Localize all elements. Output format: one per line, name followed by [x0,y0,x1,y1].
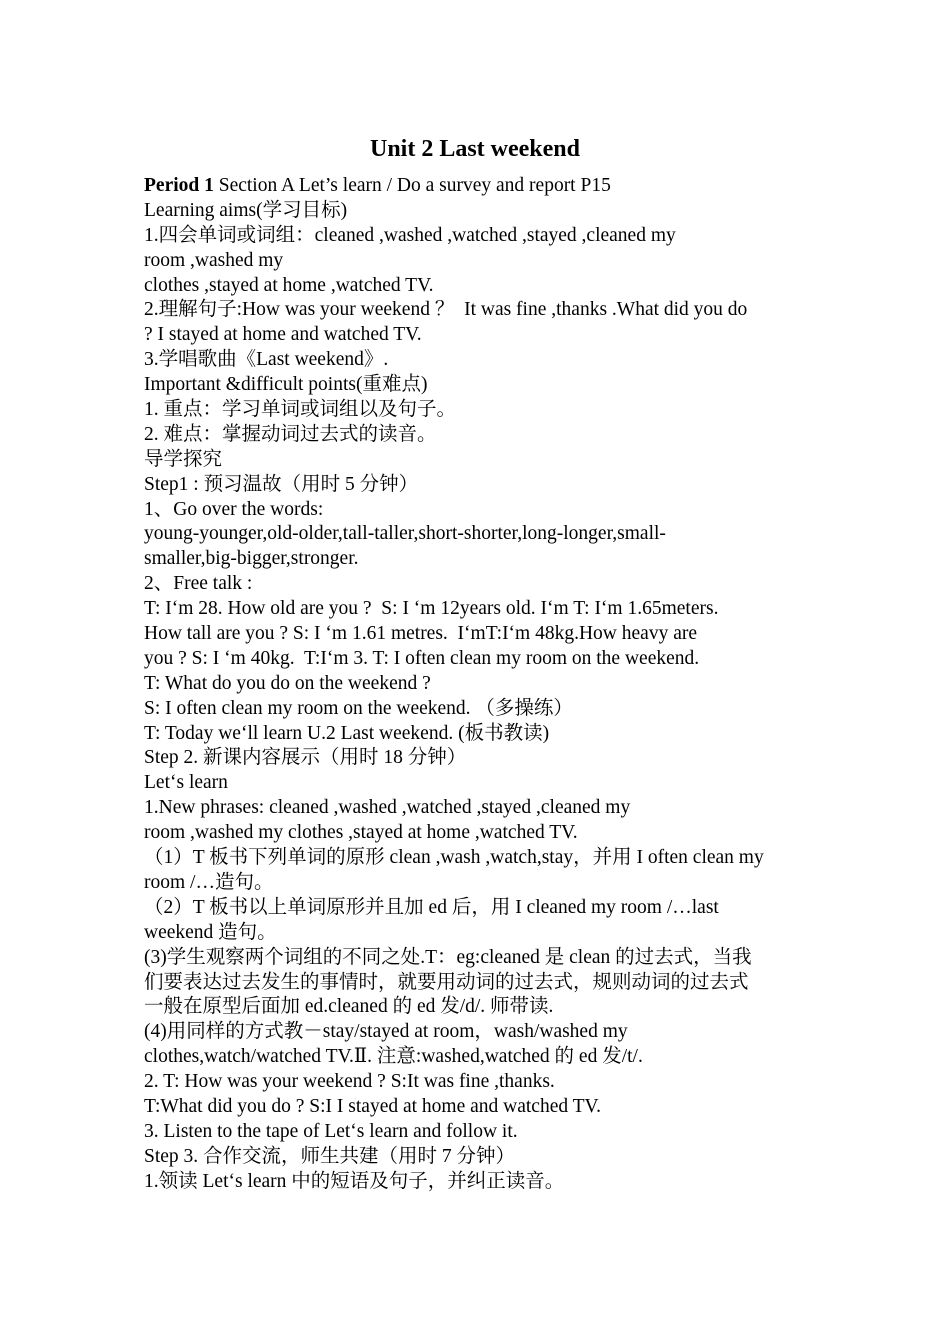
text-line: T: I‘m 28. How old are you ? S: I ‘m 12years old. I‘m T: I‘m 1.65meters. [144,598,719,620]
text-line: 2、Free talk : [144,573,253,595]
text-line: （1）T 板书下列单词的原形 clean ,wash ,watch,stay，并用 I often clean my [144,847,764,869]
text-line: smaller,big-bigger,stronger. [144,548,359,570]
text-line: （2）T 板书以上单词原形并且加 ed 后，用 I cleaned my room /…last [144,896,719,918]
text-line: 1.领读 Let‘s learn 中的短语及句子，并纠正读音。 [144,1170,565,1192]
text-line: 们要表达过去发生的事情时，就要用动词的过去式，规则动词的过去式 [144,971,749,993]
text-line: 1. 重点：学习单词或词组以及句子。 [144,399,457,421]
text-line: room ,washed my [144,249,284,271]
document-title: Unit 2 Last weekend [369,136,580,162]
text-line: Let‘s learn [144,772,228,794]
document-body [144,174,814,1195]
text-line: 导学探究 [144,448,223,470]
text-line: 3.学唱歌曲《Last weekend》. [144,349,389,371]
text-line: T: What do you do on the weekend ? [144,672,431,694]
text-line: clothes ,stayed at home ,watched TV. [144,274,434,296]
text-line: you ? S: I ‘m 40kg. T:I‘m 3. T: I often clean my room on the weekend. [144,647,700,669]
text-line: Step 2. 新课内容展示（用时 18 分钟） [144,747,467,769]
period-text: Section A Let’s learn / Do a survey and report P15 [213,175,611,196]
text-line: 2. T: How was your weekend ? S:It was fine ,thanks. [144,1071,555,1093]
text-line: Step1 : 预习温故（用时 5 分钟） [144,473,419,495]
text-line: clothes,watch/watched TV.Ⅱ. 注意:washed,watched 的 ed 发/t/. [144,1046,643,1068]
period-line [144,174,814,199]
text-line: 2. 难点：掌握动词过去式的读音。 [144,423,437,445]
text-line: S: I often clean my room on the weekend. （多操练） [144,697,573,719]
text-line: weekend 造句。 [144,921,277,943]
text-line: 一般在原型后面加 ed.cleaned 的 ed 发/d/. 师带读. [144,996,554,1018]
text-line: 1、Go over the words: [144,498,324,520]
text-line: How tall are you ? S: I ‘m 1.61 metres. I‘mT:I‘m 48kg.How heavy are [144,623,697,645]
text-line: T:What did you do ? S:I I stayed at home and watched TV. [144,1095,601,1117]
text-line: T: Today we‘ll learn U.2 Last weekend. (板书教读) [144,722,550,744]
text-line: young-younger,old-older,tall-taller,short-shorter,long-longer,small- [144,523,666,545]
text-line: 2.理解句子:How was your weekend ？ It was fine ,thanks .What did you do [144,299,748,321]
text-line: ? I stayed at home and watched TV. [144,324,422,346]
text-line: Learning aims(学习目标) [144,199,348,221]
text-line: Step 3. 合作交流，师生共建（用时 7 分钟） [144,1145,516,1167]
text-line: (3)学生观察两个词组的不同之处.T：eg:cleaned 是 clean 的过去式，当我 [144,946,752,968]
text-line: 1.New phrases: cleaned ,washed ,watched ,stayed ,cleaned my [144,797,631,819]
text-line: Important &difficult points(重难点) [144,374,428,396]
period-label: Period 1 [144,175,214,196]
text-line: room /…造句。 [144,871,274,893]
text-line: (4)用同样的方式教－stay/stayed at room，wash/washed my [144,1021,628,1043]
text-line: room ,washed my clothes ,stayed at home ,watched TV. [144,822,578,844]
text-line: 3. Listen to the tape of Let‘s learn and follow it. [144,1120,518,1142]
text-line: 1.四会单词或词组：cleaned ,washed ,watched ,stayed ,cleaned my [144,224,676,246]
